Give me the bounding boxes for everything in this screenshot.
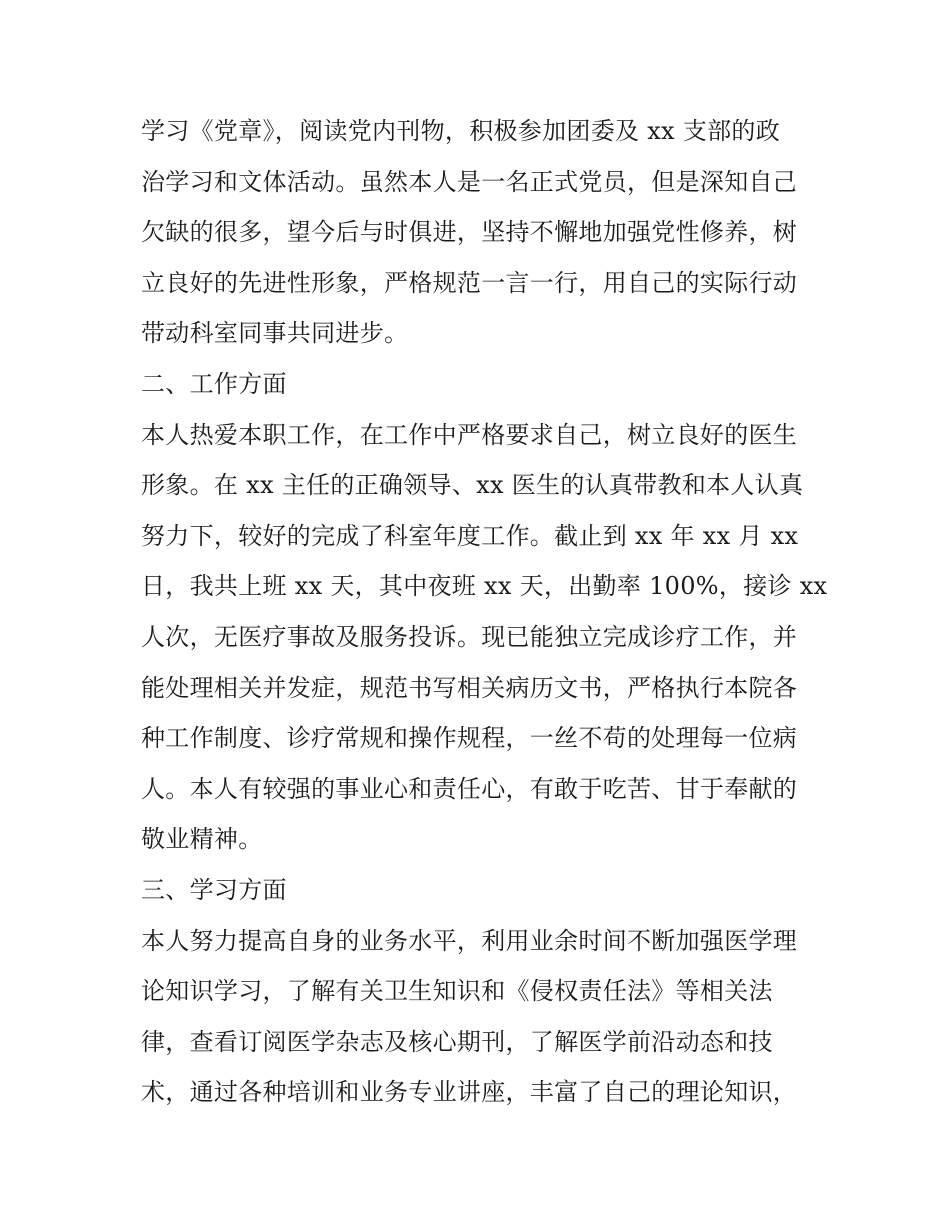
text-line: 术，通过各种培训和业务专业讲座，丰富了自己的理论知识， [141, 1078, 798, 1107]
section-heading-work: 二、工作方面 [141, 369, 287, 398]
text-line: 敬业精神。 [141, 825, 263, 854]
text-line: 本人努力提高自身的业务水平，利用业余时间不断加强医学理 [141, 926, 798, 955]
document-body [141, 106, 828, 1118]
text-line: 努力下，较好的完成了科室年度工作。截止到 xx 年 xx 月 xx [141, 521, 799, 550]
text-line: 带动科室同事共同进步。 [141, 319, 409, 348]
text-line: 人次，无医疗事故及服务投诉。现已能独立完成诊疗工作，并 [141, 622, 798, 651]
text-line: 治学习和文体活动。虽然本人是一名正式党员，但是深知自己 [141, 167, 798, 196]
text-line: 人。本人有较强的事业心和责任心，有敢于吃苦、甘于奉献的 [141, 774, 798, 803]
text-line: 本人热爱本职工作，在工作中严格要求自己，树立良好的医生 [141, 420, 798, 449]
text-line: 立良好的先进性形象，严格规范一言一行，用自己的实际行动 [141, 268, 798, 297]
text-line: 学习《党章》，阅读党内刊物，积极参加团委及 xx 支部的政 [141, 117, 781, 145]
text-line: 论知识学习，了解有关卫生知识和《侵权责任法》等相关法 [141, 977, 773, 1006]
text-line: 种工作制度、诊疗常规和操作规程，一丝不苟的处理每一位病 [141, 724, 798, 753]
text-line: 日，我共上班 xx 天，其中夜班 xx 天，出勤率 100%，接诊 xx [141, 572, 828, 601]
text-line: 能处理相关并发症，规范书写相关病历文书，严格执行本院各 [141, 673, 798, 702]
text-line: 欠缺的很多，望今后与时俱进，坚持不懈地加强党性修养，树 [141, 218, 798, 247]
section-heading-study: 三、学习方面 [141, 875, 287, 904]
text-line: 律，查看订阅医学杂志及核心期刊，了解医学前沿动态和技 [141, 1027, 773, 1056]
text-line: 形象。在 xx 主任的正确领导、xx 医生的认真带教和本人认真 [141, 471, 804, 500]
